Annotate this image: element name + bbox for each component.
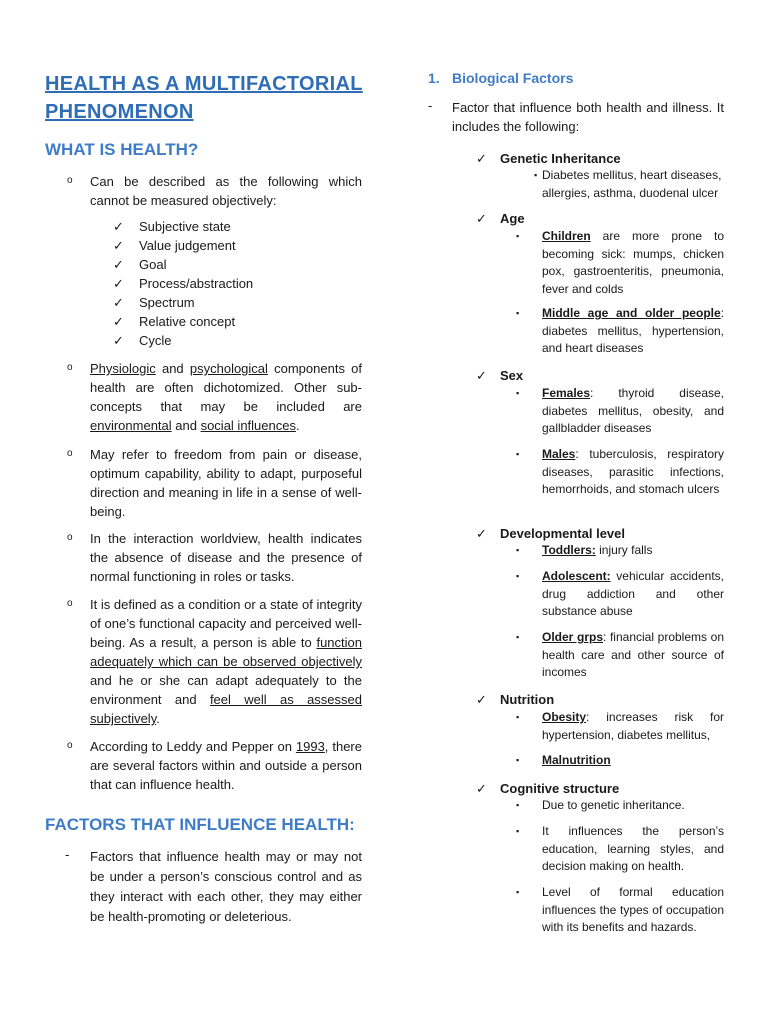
dash-bullet: -: [428, 98, 433, 113]
square-bullet-icon: ▪: [516, 800, 520, 810]
checklist-item: ✓ Goal: [113, 257, 167, 272]
checklist-item: ✓ Relative concept: [113, 314, 236, 329]
checklist-item: ✓ Process/abstraction: [113, 276, 254, 291]
square-bullet-icon: ▪: [516, 571, 520, 581]
factor-cognitive-structure: ✓ Cognitive structure: [476, 781, 620, 796]
factor-sex: ✓ Sex: [476, 368, 524, 383]
check-icon: ✓: [113, 238, 124, 253]
check-icon: ✓: [113, 257, 124, 272]
square-bullet-icon: ▪: [534, 170, 538, 180]
circle-bullet-icon: o: [67, 532, 73, 543]
factor-developmental-level: ✓ Developmental level: [476, 526, 625, 541]
square-bullet-icon: ▪: [516, 545, 520, 555]
check-icon: ✓: [476, 368, 487, 383]
dash-bullet: -: [65, 847, 70, 862]
factors-heading: FACTORS THAT INFLUENCE HEALTH:: [45, 815, 355, 834]
section-number: 1.: [428, 70, 440, 86]
check-icon: ✓: [113, 333, 124, 348]
check-icon: ✓: [113, 219, 124, 234]
page-title: HEALTH AS A MULTIFACTORIAL PHENOMENON: [45, 73, 363, 123]
factor-age: ✓ Age: [476, 211, 525, 226]
check-icon: ✓: [476, 151, 487, 166]
check-icon: ✓: [113, 314, 124, 329]
circle-bullet-icon: o: [67, 175, 73, 186]
circle-bullet-icon: o: [67, 598, 73, 609]
square-bullet-icon: ▪: [516, 449, 520, 459]
square-bullet-icon: ▪: [516, 632, 520, 642]
square-bullet-icon: ▪: [516, 755, 520, 765]
document-page: HEALTH AS A MULTIFACTORIAL PHENOMENON WHAT IS HEALTH? o Can be described as the following which cannot be measured objectively: ✓ Subjective state ✓ Value judgement ✓ Goal ✓ Process/abstraction ✓ Spectrum ✓ Relative concept ✓ Cycle o Physiologic and psychological components of health are often dichotomized. Other sub-concepts that may be included are environmental and social influences. o May refer to freedom from pain or disease, optimum capability, ability to adapt, purposeful direction and meaning in life in a sense of well-being. o In the interaction worldview, health indicates the absence of disease and the presence of normal functioning in roles or tasks. o It is defined as a condition or a state of integrity of one’s functional capacity and perceived well-being. As a result, a person is able to function adequately which can be observed objectively and he or she can adapt adequately to the environment and feel well as assessed subjectively. o According to Leddy and Pepper on 1993, there are several factors within and outside a person that can influence health. FACTORS THAT INFLUENCE HEALTH: - Factors that influence health may or may not be under a person’s conscious control and as they interact with each other, they may either be health-promoting or deleterious. 1. Biological Factors - Factor that influence both health and illness. It includes the following: ✓ Genetic Inheritance ▪ Diabetes mellitus, heart diseases, allergies, asthma, duodenal ulcer ✓ Age ▪ Children are more prone to becoming sick: mumps, chicken pox, gastroenteritis, pneumonia, fever and colds ▪ Middle age and older people: diabetes mellitus, hypertension, and heart diseases ✓ Sex ▪ Females: thyroid disease, diabetes mellitus, obesity, and gallbladder diseases ▪ Males: tuberculosis, respiratory diseases, parasitic infections, hemorrhoids, and stomach ulcers ✓ Developmental level ▪ Toddlers: injury falls ▪ Adolescent: vehicular accidents, drug addiction and other substance abuse ▪ Older grps: financial problems on health care and other source of incomes ✓ Nutrition ▪ Obesity: increases risk for hypertension, diabetes mellitus, ▪ Malnutrition ✓ Cognitive structure ▪ Due to genetic inheritance. ▪ It influences the person’s education, learning styles, and decision making on health. ▪ Level of formal education influences the types of occupation with its benefits and hazards.: [45, 70, 724, 934]
check-icon: ✓: [476, 526, 487, 541]
what-is-health-heading: WHAT IS HEALTH?: [45, 140, 199, 159]
square-bullet-icon: ▪: [516, 826, 520, 836]
biological-factors-heading: Biological Factors: [452, 70, 574, 86]
square-bullet-icon: ▪: [516, 887, 520, 897]
circle-bullet-icon: o: [67, 448, 73, 459]
check-icon: ✓: [476, 692, 487, 707]
checklist-item: ✓ Subjective state: [113, 219, 231, 234]
square-bullet-icon: ▪: [516, 388, 520, 398]
square-bullet-icon: ▪: [516, 712, 520, 722]
circle-bullet-icon: o: [67, 740, 73, 751]
check-icon: ✓: [113, 276, 124, 291]
checklist-item: ✓ Value judgement: [113, 238, 236, 253]
check-icon: ✓: [476, 211, 487, 226]
checklist-item: ✓ Spectrum: [113, 295, 195, 310]
check-icon: ✓: [113, 295, 124, 310]
circle-bullet-icon: o: [67, 362, 73, 373]
square-bullet-icon: ▪: [516, 308, 520, 318]
check-icon: ✓: [476, 781, 487, 796]
factor-nutrition: ✓ Nutrition: [476, 692, 555, 707]
square-bullet-icon: ▪: [516, 231, 520, 241]
checklist-item: ✓ Cycle: [113, 333, 172, 348]
factor-genetic-inheritance: ✓ Genetic Inheritance: [476, 151, 621, 166]
